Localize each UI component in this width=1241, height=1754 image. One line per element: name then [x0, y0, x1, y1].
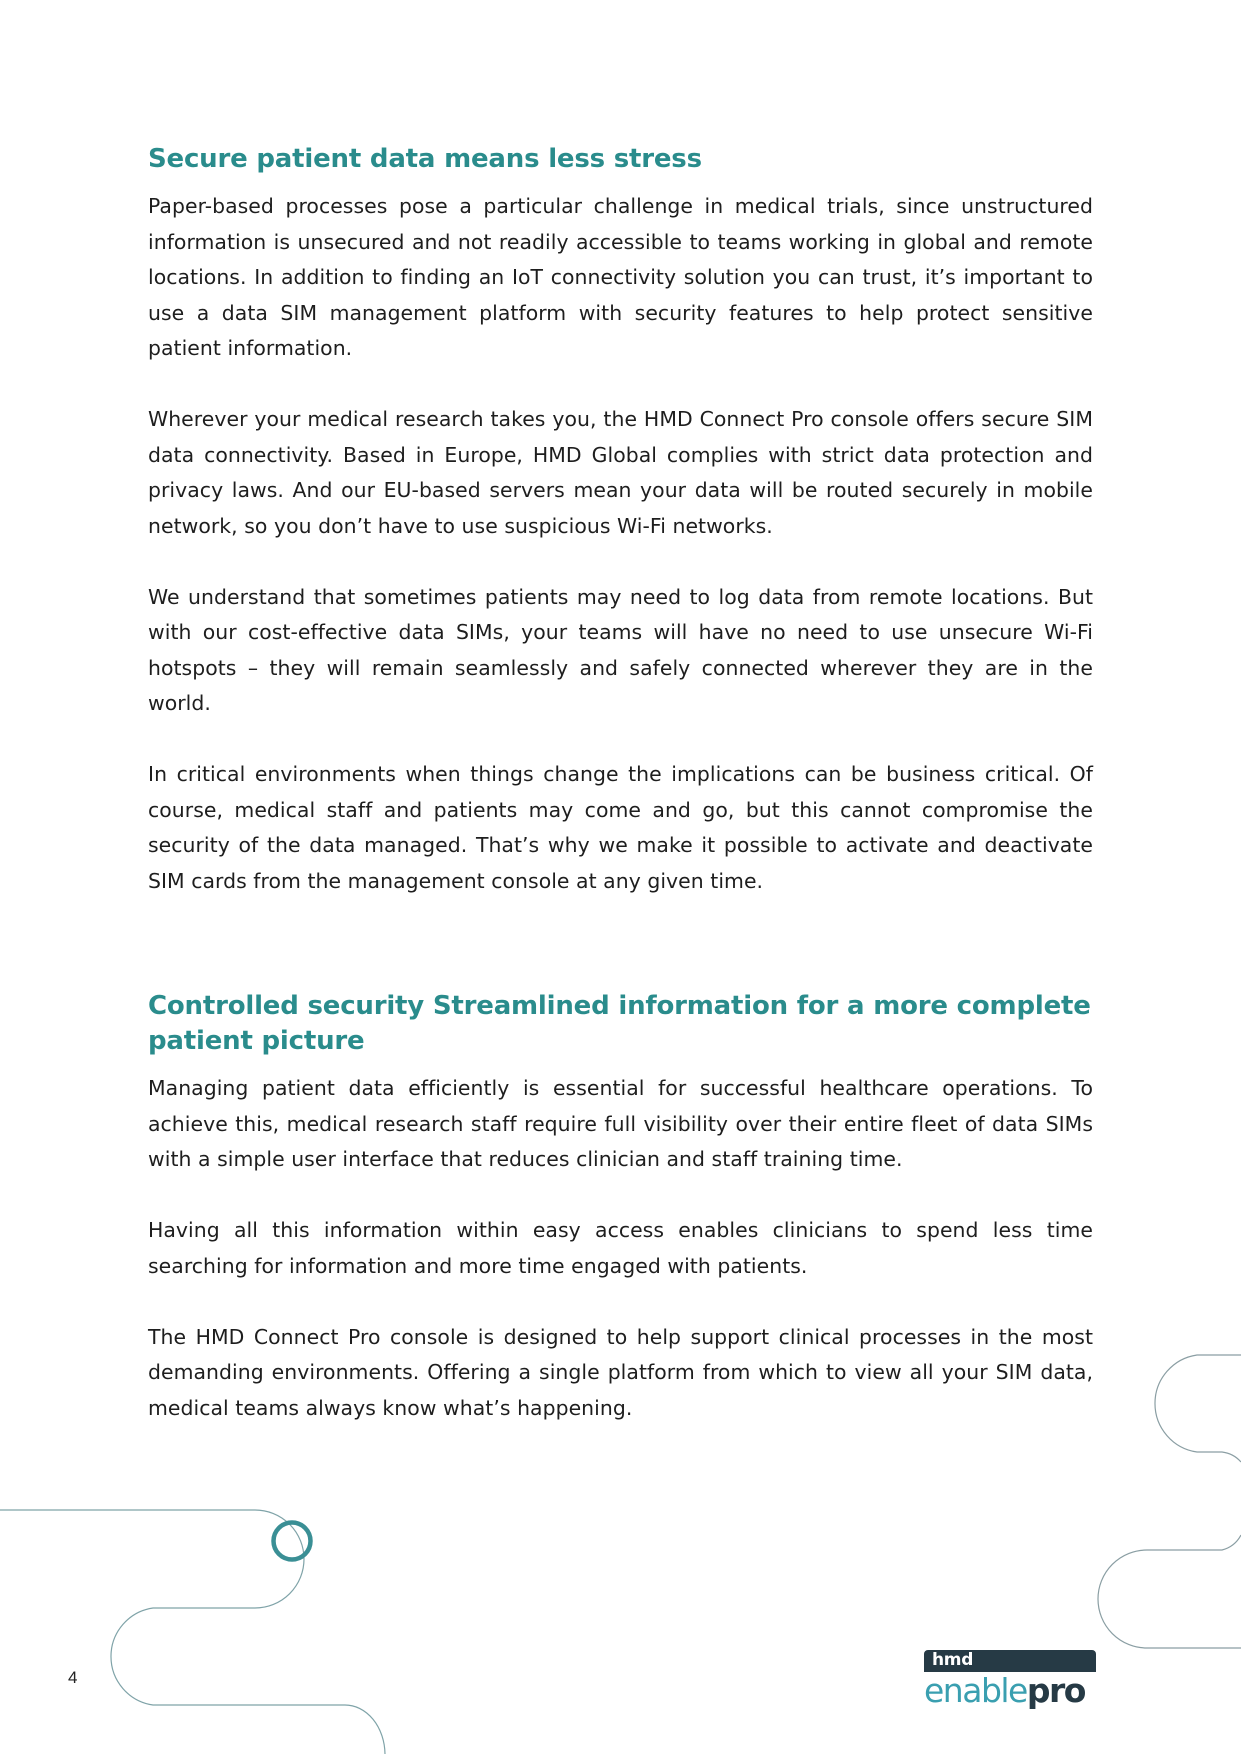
logo-enable-text: enable [924, 1671, 1027, 1710]
page-number: 4 [68, 1668, 78, 1687]
paragraph: Managing patient data efficiently is essential for successful healthcare operations. To achieve this, medical research staff require full visibility over their entire fleet of data SIMs with a simple user interface that reduces clinician and staff training time. [148, 1076, 1093, 1171]
ring-icon [274, 1523, 311, 1560]
right-serpentine-line-upper [1155, 1355, 1241, 1462]
main-content [148, 142, 1093, 1426]
left-serpentine-line [0, 1510, 385, 1754]
right-serpentine-line-lower [1098, 1535, 1241, 1648]
section-controlled-security [148, 989, 1093, 1426]
logo-hmd-bar: hmd [924, 1650, 1096, 1672]
section-heading: Secure patient data means less stress [148, 144, 702, 174]
logo-wordmark [924, 1673, 1096, 1709]
section-body [148, 189, 1093, 899]
paragraph: We understand that sometimes patients may need to log data from remote locations. But with our cost-effective data SIMs, your teams will have no need to use unsecure Wi-Fi hotspots – they will remain seamlessly and safely connected wherever they are in the world. [148, 584, 1093, 715]
section-body [148, 1071, 1093, 1426]
hmd-enable-pro-logo [924, 1650, 1096, 1709]
logo-pro-text: pro [1026, 1671, 1085, 1710]
paragraph: Wherever your medical research takes you, the HMD Connect Pro console offers secure SIM data connectivity. Based in Europe, HMD Global complies with strict data protection and privacy laws. And our EU-based servers mean your data will be routed securely in mobile network, so you don’t have to use suspicious Wi-Fi networks. [148, 407, 1093, 538]
paragraph: Paper-based processes pose a particular challenge in medical trials, since unstructured information is unsecured and not readily accessible to teams working in global and remote locations. In addition to finding an IoT connectivity solution you can trust, it’s important to use a data SIM management platform with security features to help protect sensitive patient information. [148, 194, 1093, 360]
paragraph: The HMD Connect Pro console is designed to help support clinical processes in the most demanding environments. Offering a single platform from which to view all your SIM data, medical teams always know what’s happening. [148, 1324, 1093, 1420]
paragraph: Having all this information within easy access enables clinicians to spend less time searching for information and more time engaged with patients. [148, 1218, 1093, 1278]
section-heading: Controlled security Streamlined information for a more complete patient picture [148, 991, 1091, 1056]
section-secure-patient-data [148, 142, 1093, 899]
paragraph: In critical environments when things change the implications can be business critical. Of course, medical staff and patients may come and go, but this cannot compromise the security of the data managed. That’s why we make it possible to activate and deactivate SIM cards from the management console at any given time. [148, 762, 1093, 893]
